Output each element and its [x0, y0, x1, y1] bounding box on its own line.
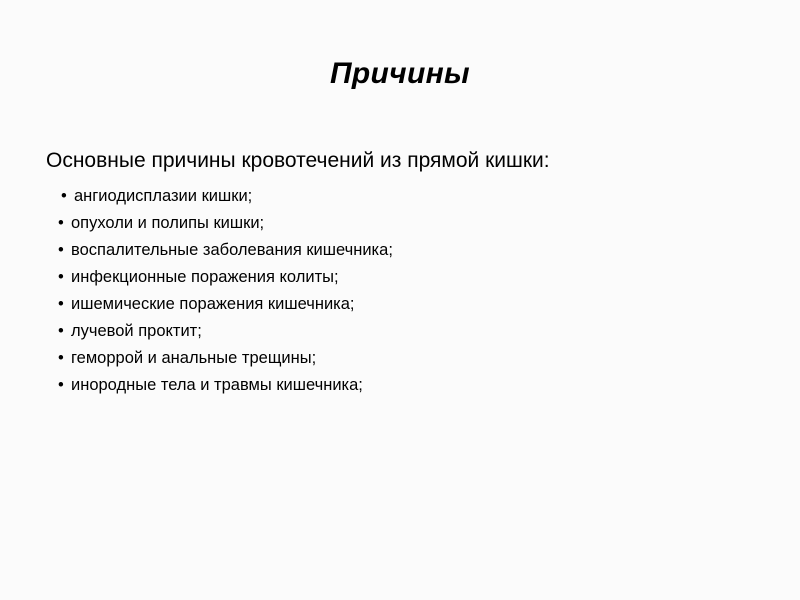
list-item	[58, 183, 393, 210]
list-item	[58, 264, 393, 291]
list-item-text: инфекционные поражения колиты;	[71, 268, 339, 286]
causes-list	[58, 183, 393, 399]
bullet-icon: •	[58, 268, 64, 286]
bullet-icon: •	[58, 349, 64, 367]
list-item	[58, 237, 393, 264]
bullet-icon: •	[58, 214, 64, 232]
list-item	[58, 210, 393, 237]
list-item-text: ангиодисплазии кишки;	[74, 187, 253, 205]
list-item-text: инородные тела и травмы кишечника;	[71, 376, 363, 394]
list-item-text: лучевой проктит;	[71, 322, 202, 340]
bullet-icon: •	[58, 295, 64, 313]
list-item	[58, 372, 393, 399]
list-item-text: геморрой и анальные трещины;	[71, 349, 317, 367]
slide-title: Причины	[330, 57, 470, 90]
list-item-text: воспалительные заболевания кишечника;	[71, 241, 393, 259]
list-item	[58, 345, 393, 372]
list-item-text: ишемические поражения кишечника;	[71, 295, 355, 313]
list-item	[58, 318, 393, 345]
list-item-text: опухоли и полипы кишки;	[71, 214, 265, 232]
bullet-icon: •	[58, 376, 64, 394]
bullet-icon: •	[58, 241, 64, 259]
bullet-icon: •	[61, 187, 67, 205]
intro-text: Основные причины кровотечений из прямой кишки:	[46, 149, 550, 172]
list-item	[58, 291, 393, 318]
bullet-icon: •	[58, 322, 64, 340]
